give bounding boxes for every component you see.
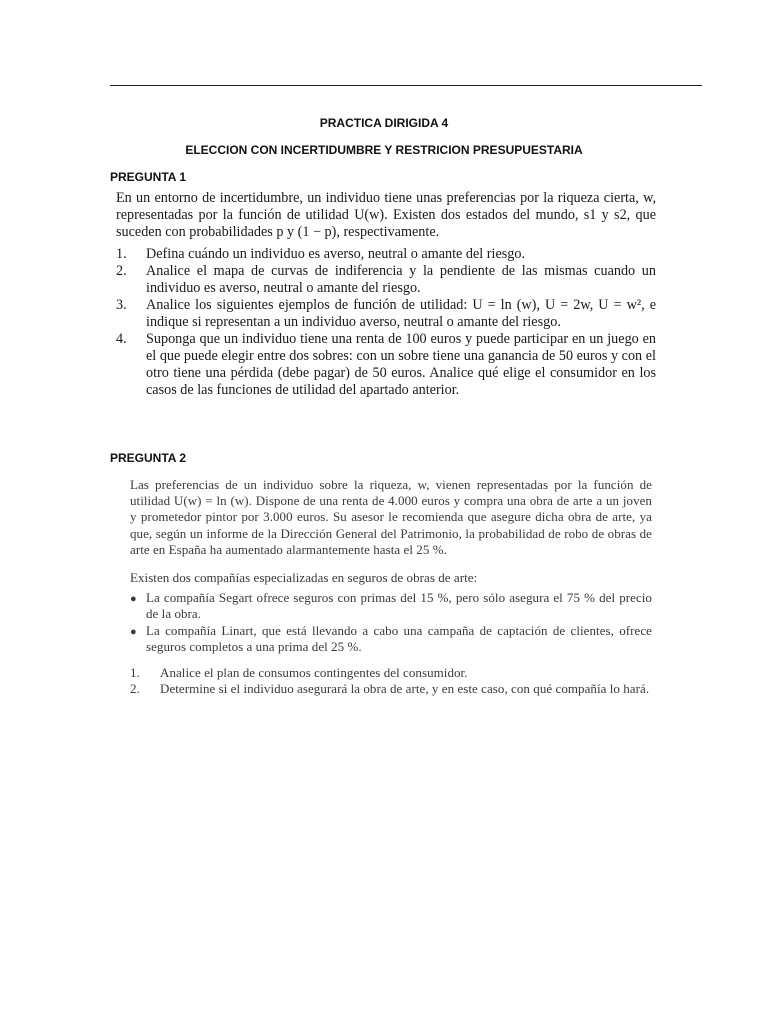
document-subtitle: ELECCION CON INCERTIDUMBRE Y RESTRICION PRESUPUESTARIA (185, 143, 583, 157)
item-number: 4. (116, 331, 127, 347)
question-1-item (116, 263, 656, 297)
bullet-text: La compañía Segart ofrece seguros con primas del 15 %, pero sólo asegura el 75 % del precio de la obra. (146, 590, 652, 622)
question-2-intro: Las preferencias de un individuo sobre la riqueza, w, vienen representadas por la función de utilidad U(w) = ln (w). Dispone de una renta de 4.000 euros y compra una obra de arte a un joven y prometedor pintor por 3.000 euros. Su asesor le recomienda que asegure dicha obra de arte, ya que, según un informe de la Dirección General del Patrimonio, la probabilidad de robo de obras de arte en España ha aumentado alarmantemente hasta el 25 %. (130, 477, 652, 557)
item-text: Analice el mapa de curvas de indiferencia y la pendiente de las mismas cuando un individuo es averso, neutral o amante del riesgo. (146, 263, 656, 296)
question-1-item (116, 331, 656, 399)
bullet-item (130, 590, 652, 622)
question-2-bullets (130, 590, 652, 655)
document-title: PRACTICA DIRIGIDA 4 (319, 116, 449, 130)
item-number: 1. (130, 665, 140, 681)
item-number: 2. (116, 263, 127, 279)
top-rule (110, 85, 702, 86)
item-text: Suponga que un individuo tiene una renta de 100 euros y puede participar en un juego en el que puede elegir entre dos sobres: con un sobre tiene una ganancia de 50 euros y con el otro tiene una pérdida (debe pagar) de 50 euros. Analice qué elige el consumidor en los casos de las funciones de utilidad del apartado anterior. (146, 331, 656, 398)
item-number: 1. (116, 246, 127, 262)
item-text: Defina cuándo un individuo es averso, neutral o amante del riesgo. (146, 246, 526, 262)
question-2-item (130, 665, 652, 681)
bullet-item (130, 623, 652, 655)
question-2-heading: PREGUNTA 2 (110, 451, 187, 465)
question-1-item (116, 297, 656, 331)
item-number: 3. (116, 297, 127, 313)
question-1-body (116, 190, 656, 399)
bullet-icon: ● (130, 625, 137, 638)
bullet-icon: ● (130, 593, 137, 606)
bullet-text: La compañía Linart, que está llevando a cabo una campaña de captación de clientes, ofrece seguros completos a una prima del 25 %. (146, 622, 652, 654)
question-1-intro: En un entorno de incertidumbre, un individuo tiene unas preferencias por la riqueza cierta, w, representadas por la función de utilidad U(w). Existen dos estados del mundo, s1 y s2, que suceden con probabilidades p y (1 − p), respectivamente. (116, 190, 656, 240)
question-1-heading: PREGUNTA 1 (110, 170, 187, 184)
question-2-body (130, 477, 652, 697)
item-text: Analice el plan de consumos contingentes del consumidor. (160, 665, 468, 681)
item-text: Analice los siguientes ejemplos de función de utilidad: U = ln (w), U = 2w, U = w², e indique si representan a un individuo averso, neutral o amante del riesgo. (146, 297, 656, 330)
item-number: 2. (130, 681, 140, 697)
question-2-item (130, 681, 652, 697)
question-1-item (116, 246, 656, 263)
question-2-intro-2: Existen dos compañías especializadas en seguros de obras de arte: (130, 570, 478, 586)
item-text: Determine si el individuo asegurará la obra de arte, y en este caso, con qué compañía lo hará. (160, 681, 650, 697)
